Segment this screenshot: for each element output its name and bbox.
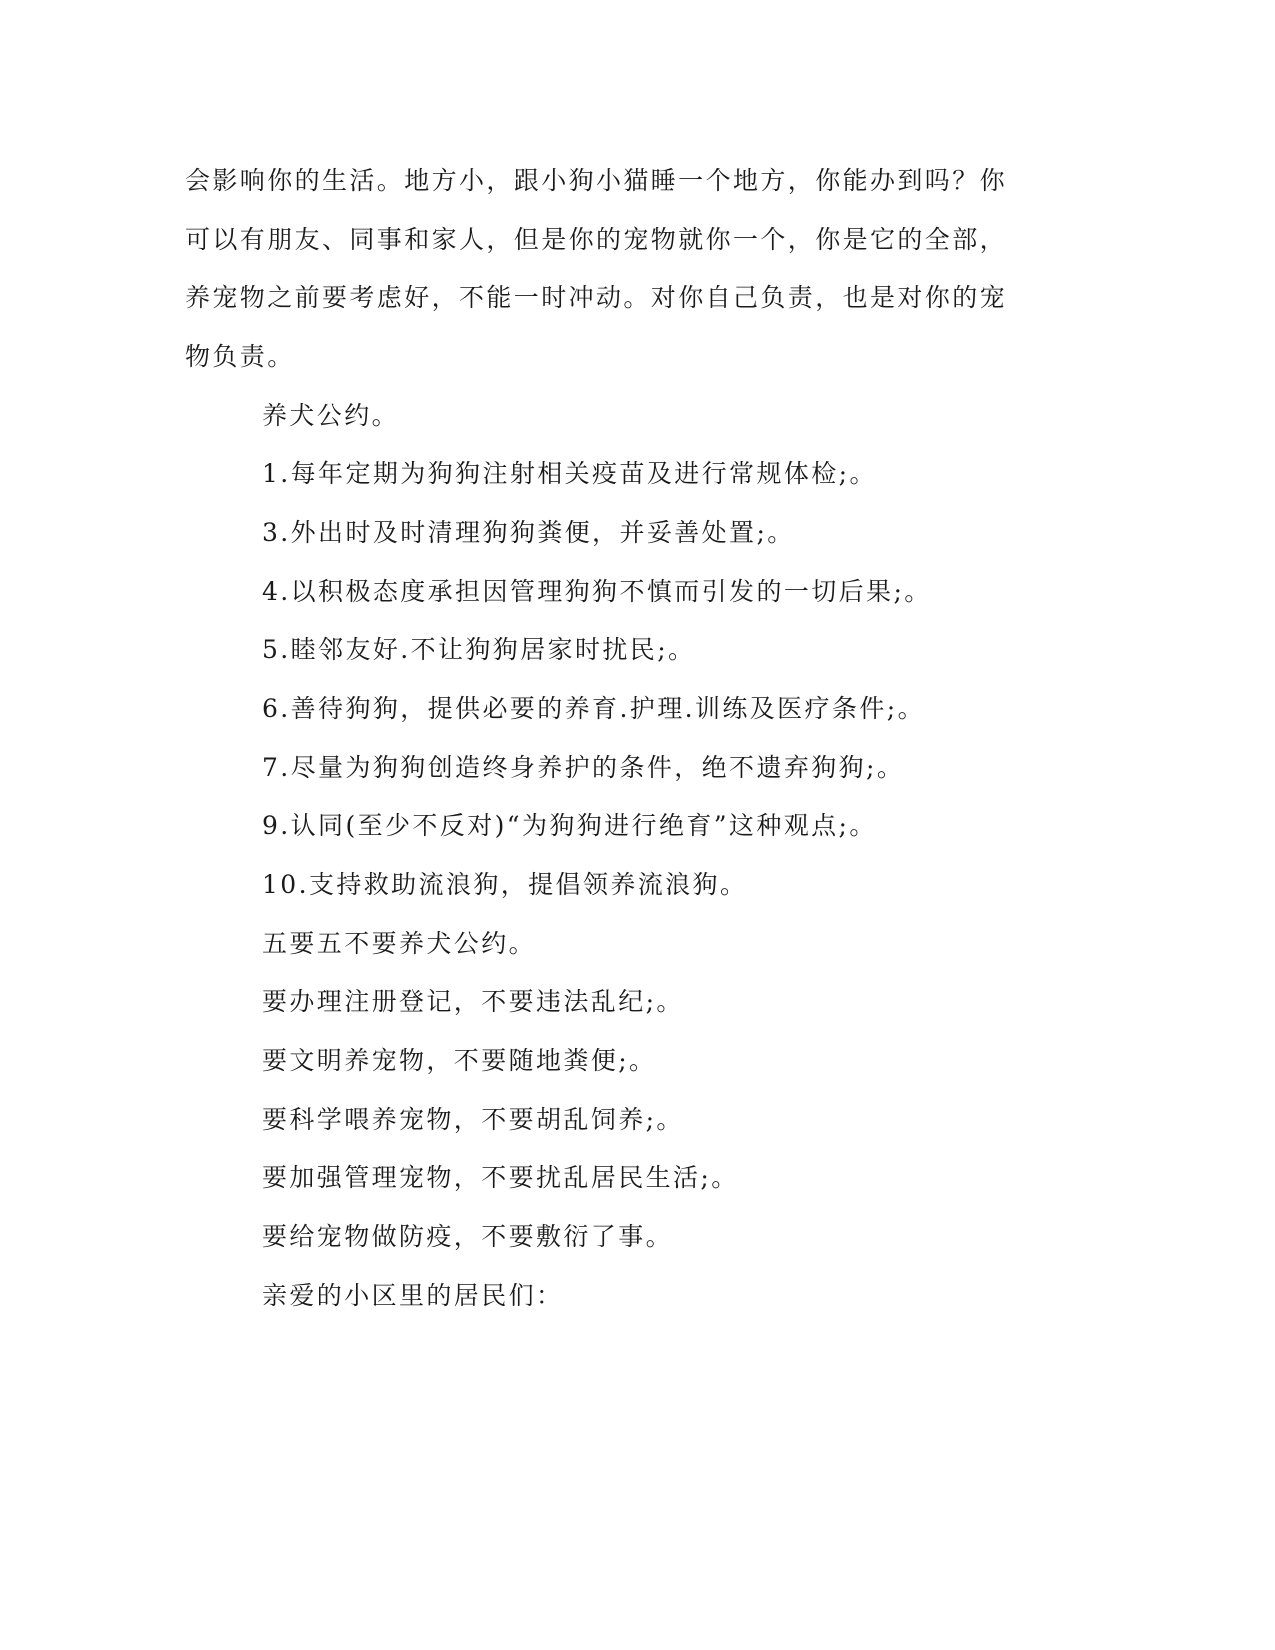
section-heading: 养犬公约。: [262, 401, 400, 430]
paragraph-line: 养宠物之前要考虑好，不能一时冲动。对你自己负责，也是对你的宠: [185, 283, 1008, 312]
salutation: 亲爱的小区里的居民们：: [262, 1281, 564, 1310]
paragraph-line: 物负责。: [185, 342, 295, 371]
paragraph-line: 会影响你的生活。地方小，跟小狗小猫睡一个地方，你能办到吗？你: [185, 166, 1008, 195]
list-item: 7.尽量为狗狗创造终身养护的条件，绝不遗弃狗狗;。: [262, 753, 905, 782]
list-item: 要给宠物做防疫，不要敷衍了事。: [262, 1222, 674, 1251]
paragraph-line: 可以有朋友、同事和家人，但是你的宠物就你一个，你是它的全部，: [185, 225, 1008, 254]
list-item: 要科学喂养宠物，不要胡乱饲养;。: [262, 1105, 684, 1134]
list-item: 10.支持救助流浪狗，提倡领养流浪狗。: [262, 870, 748, 899]
list-item: 9.认同(至少不反对)“为狗狗进行绝育”这种观点;。: [262, 811, 877, 840]
list-item: 要办理注册登记，不要违法乱纪;。: [262, 987, 684, 1016]
list-item: 要加强管理宠物，不要扰乱居民生活;。: [262, 1163, 739, 1192]
list-item: 1.每年定期为狗狗注射相关疫苗及进行常规体检;。: [262, 459, 877, 488]
list-item: 要文明养宠物，不要随地粪便;。: [262, 1046, 657, 1075]
list-item: 3.外出时及时清理狗狗粪便，并妥善处置;。: [262, 518, 795, 547]
list-item: 6.善待狗狗，提供必要的养育.护理.训练及医疗条件;。: [262, 694, 925, 723]
section-heading: 五要五不要养犬公约。: [262, 929, 537, 958]
list-item: 4.以积极态度承担因管理狗狗不慎而引发的一切后果;。: [262, 577, 932, 606]
list-item: 5.睦邻友好.不让狗狗居家时扰民;。: [262, 635, 696, 664]
